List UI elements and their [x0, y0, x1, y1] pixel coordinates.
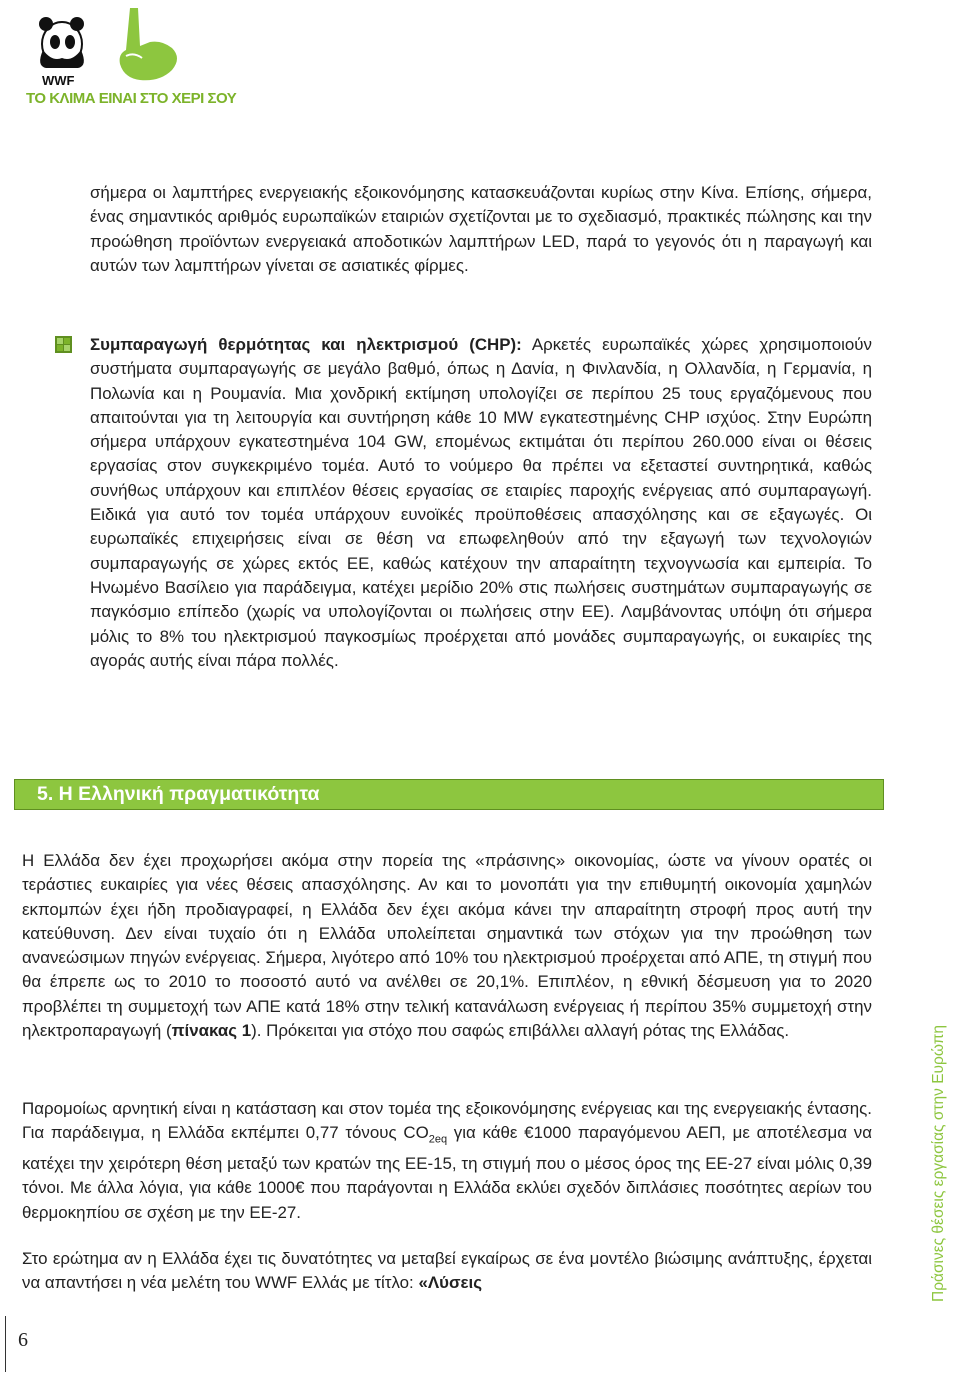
page-number: 6 — [18, 1329, 28, 1351]
study-title-start: «Λύσεις — [418, 1273, 482, 1293]
campaign-tagline: ΤΟ ΚΛΙΜΑ ΕΙΝΑΙ ΣΤΟ ΧΕΡΙ ΣΟΥ — [26, 90, 237, 107]
body-paragraph-3 — [22, 1247, 872, 1296]
body-paragraph-2-text: Παρομοίως αρνητική είναι η κατάσταση και στον τομέα της εξοικονόμησης ενέργειας και της ενεργειακής έντασης. Για παράδειγμα, η Ελλάδα εκπέμπει 0,77 τόνους CO — [22, 1099, 872, 1143]
section-heading-bar — [14, 779, 884, 810]
svg-text:WWF: WWF — [42, 73, 75, 88]
bullet-body: Αρκετές ευρωπαϊκές χώρες χρησιμοποιούν συστήματα συμπαραγωγής σε μεγάλο βαθμό, όπως η Δανία, η Φινλανδία, η Ολλανδία, η Γερμανία, η Πολωνία και η Ρουμανία. Μια χονδρική εκτίμηση υπολογίζει σε περίπου 25 τους εργαζόμενους που απαιτούνται για τη λειτουργία και συντήρηση κάθε 10 MW εγκατεστημένης CHP ισχύος. Στην Ευρώπη σήμερα υπάρχουν εγκατεστημένα 104 GW, επομένως εκτιμάται ότι περίπου 260.000 είναι οι θέσεις εργασίας στον συγκεκριμένο τομέα. Αυτό το νούμερο θα πρέπει να εξεταστεί συντηρητικά, καθώς συνήθως υπάρχουν και επιπλέον θέσεις εργασίας σε εταιρίες παροχής ενέργειας από συμπαραγωγή. Ειδικά για αυτό τον τομέα υπάρχουν ευνοϊκές προϋποθέσεις απασχόλησης και σε εξαγωγές. Οι ευρωπαϊκές επιχειρήσεις είναι σε θέση να επωφεληθούν από την εξαγωγή των τεχνολογιών συμπαραγωγής σε χώρες εκτός ΕΕ, καθώς κατέχουν την απαραίτητη τεχνογνωσία και εμπειρία. Το Ηνωμένο Βασίλειο για παράδειγμα, κατέχει μερίδιο 20% στις πωλήσεις συστημάτων συμπαραγωγής σε παγκόσμιο επίπεδο (χωρίς να υπολογίζονται οι πωλήσεις στην ΕΕ). Λαμβάνοντας υπόψη ότι σήμερα μόλις το 8% του ηλεκτρισμού παγκοσμίως προέρχεται από μονάδες συμπαραγωγής, οι ευκαιρίες της αγοράς αυτής είναι πάρα πολλές. — [90, 335, 872, 670]
table-reference-link: πίνακας 1 — [171, 1021, 252, 1041]
bullet-paragraph — [90, 333, 872, 673]
green-square-bullet-icon — [55, 336, 72, 353]
body-paragraph-2-tail: για κάθε €1000 παραγόμενου ΑΕΠ, με αποτέλεσμα να κατέχει την χειρότερη θέση μεταξύ των κρατών της ΕΕ-15, τη στιγμή που ο μέσος όρος της ΕΕ-27 είναι μόλις 0,39 τόνοι. Με άλλα λόγια, για κάθε 1000€ που παράγονται η Ελλάδα εκλύει σχεδόν διπλάσιες ποσότητες αερίων του θερμοκηπίου σε σχέση με την ΕΕ-27. — [22, 1123, 872, 1222]
bullet-heading: Συμπαραγωγή θερμότητας και ηλεκτρισμού (CHP): — [90, 335, 522, 354]
section-title: 5. Η Ελληνική πραγματικότητα — [37, 783, 320, 805]
header-logo — [22, 6, 237, 110]
body-paragraph-1-tail: ). Πρόκειται για στόχο που σαφώς επιβάλλει αλλαγή ρότας της Ελλάδας. — [251, 1021, 790, 1041]
co2-subscript: 2eq — [428, 1133, 448, 1146]
wwf-panda-hand-icon — [22, 6, 192, 90]
body-paragraph-1-text: Η Ελλάδα δεν έχει προχωρήσει ακόμα στην πορεία της «πράσινης» οικονομίας, ώστε να γίνουν ορατές οι τεράστιες ευκαιρίες για νέες θέσεις απασχόλησης. Αν και το μονοπάτι για την επιθυμητή οικονομία χαμηλών εκπομπών έχει ήδη προδιαγραφεί, η Ελλάδα δεν έχει ακόμα κάνει την απαραίτητη στροφή προς αυτή την κατεύθυνση. Δεν είναι τυχαίο ότι η Ελλάδα υπολείπεται σημαντικά των στόχων για την προώθηση των ανανεώσιμων πηγών ενέργειας. Σήμερα, λιγότερο από 10% του ηλεκτρισμού προέρχεται από ΑΠΕ, τη στιγμή που θα έπρεπε ως το 2010 το ποσοστό αυτό να ανέλθει σε 20,1%. Επιπλέον, η εθνική δέσμευση για το 2020 προβλέπει τη συμμετοχή των ΑΠΕ κατά 18% στην τελική κατανάλωση ενέργειας ή περίπου 35% συμμετοχή στην ηλεκτροπαραγωγή ( — [22, 851, 872, 1041]
body-paragraph-2 — [22, 1097, 872, 1225]
intro-paragraph: σήμερα οι λαμπτήρες ενεργειακής εξοικονόμησης κατασκευάζονται κυρίως στην Κίνα. Επίσης, σήμερα, ένας σημαντικός αριθμός ευρωπαϊκών εταιριών σχετίζονται με το σχεδιασμό, πρακτικές πώλησης και την προώθηση προϊόντων ενεργειακά αποδοτικών λαμπτήρων LED, παρά το γεγονός ότι η παραγωγή και αυτών των λαμπτήρων γίνεται σε ασιατικές φίρμες. — [90, 183, 872, 275]
body-paragraph-3-text: Στο ερώτημα αν η Ελλάδα έχει τις δυνατότητες να μεταβεί εγκαίρως σε ένα μοντέλο βιώσιμης ανάπτυξης, έρχεται να απαντήσει η νέα μελέτη του WWF Ελλάς με τίτλο: — [22, 1249, 872, 1293]
side-running-title — [920, 1024, 960, 1310]
side-running-title-text: Πράσινες θέσεις εργασίας στην Ευρώπη — [930, 1024, 947, 1302]
bullet-item-chp — [55, 333, 872, 673]
page-number-rule — [5, 1316, 6, 1372]
body-paragraph-1 — [22, 849, 872, 1043]
